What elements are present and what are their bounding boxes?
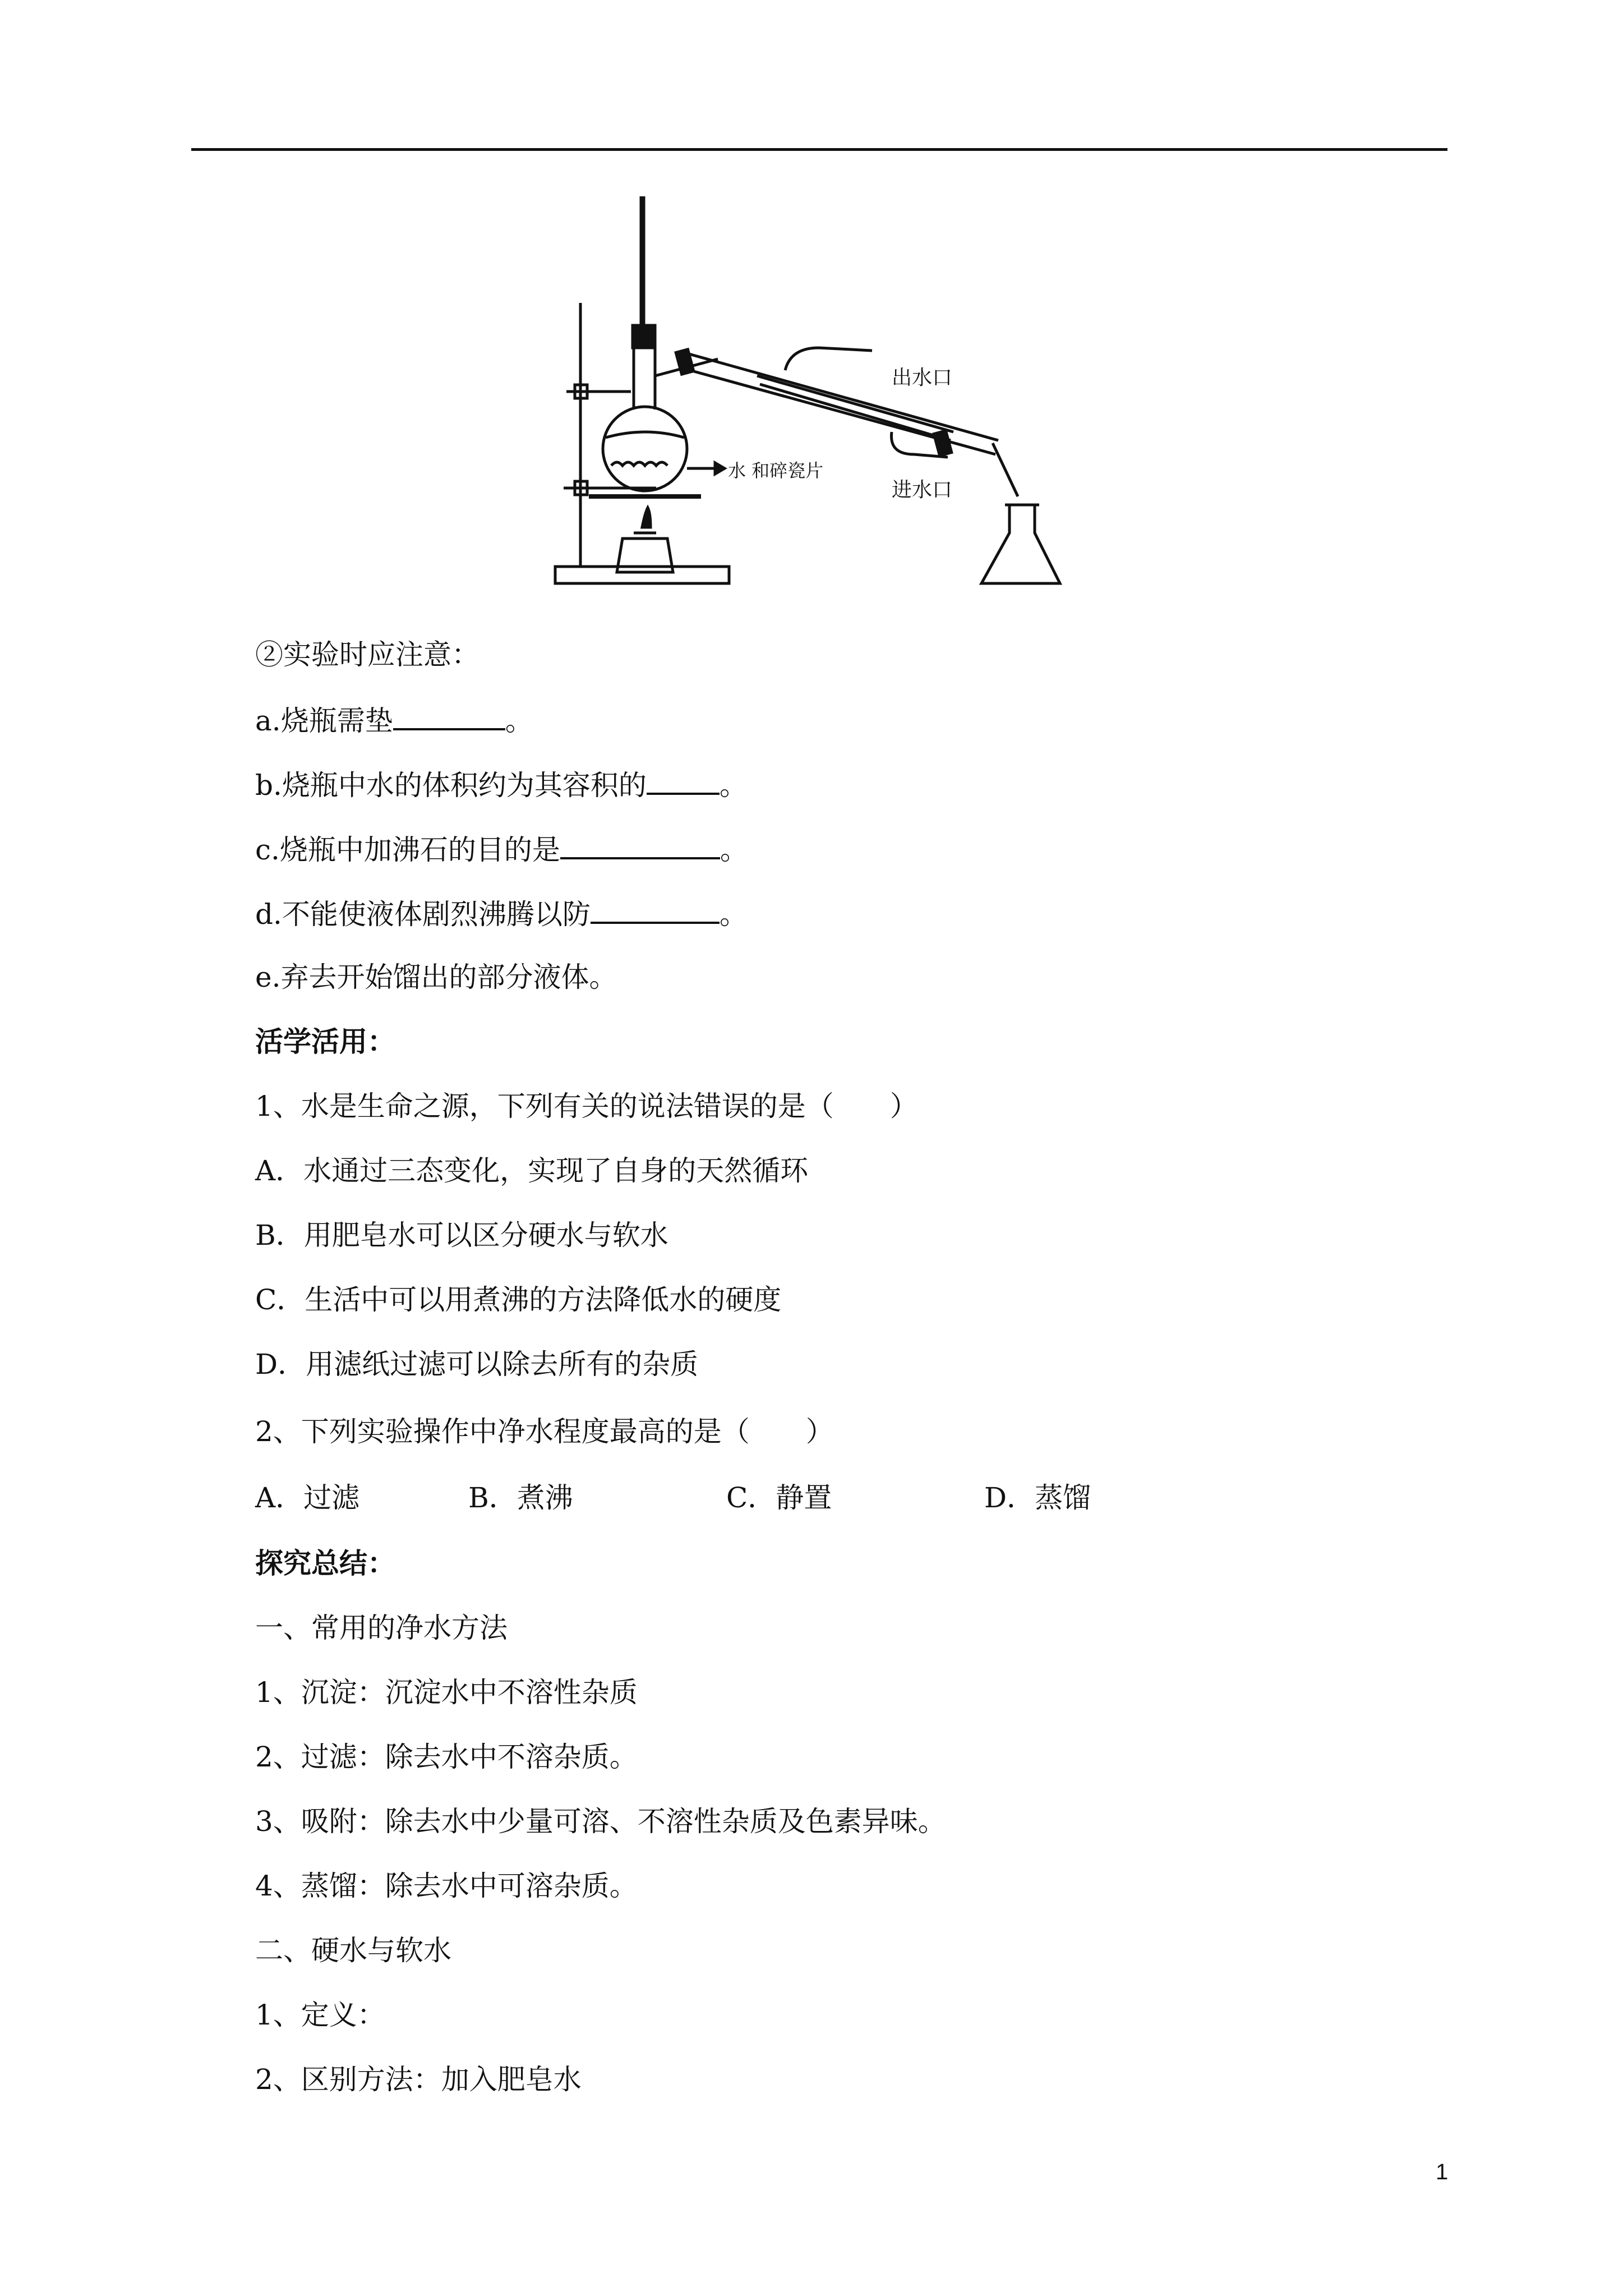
q2-options: [255, 1480, 1209, 1516]
note-c-end: 。: [720, 834, 748, 866]
note-b: [255, 766, 748, 803]
distilling-flask: [603, 407, 687, 491]
note-d: [255, 895, 748, 932]
notes-heading: ②实验时应注意：: [255, 638, 479, 671]
inlet-label: 进水口: [892, 478, 953, 501]
q2-option-a: A．过滤: [255, 1481, 360, 1514]
note-a-end: 。: [505, 705, 533, 737]
q2-option-b: B．煮沸: [468, 1481, 573, 1514]
note-c: [255, 830, 748, 868]
note-d-text: d.不能使液体剧烈沸腾以防: [255, 898, 591, 931]
page-number: 1: [1436, 2160, 1449, 2184]
note-c-blank[interactable]: [560, 830, 720, 859]
stand-base: [555, 567, 729, 583]
distillation-apparatus-figure: [550, 191, 1088, 595]
summary-item: 3、吸附：除去水中少量可溶、不溶性杂质及色素异味。: [255, 1805, 946, 1838]
question-2: 2、下列实验操作中净水程度最高的是（ ）: [255, 1415, 834, 1448]
note-e: e.弃去开始馏出的部分液体。: [255, 961, 617, 993]
note-a: [255, 701, 533, 739]
note-b-end: 。: [719, 769, 748, 802]
summary-section-1: 一、常用的净水方法: [255, 1612, 508, 1644]
note-d-blank[interactable]: [591, 895, 720, 924]
q1-option-a: A．水通过三态变化，实现了自身的天然循环: [255, 1154, 809, 1187]
q1-option-c: C．生活中可以用煮沸的方法降低水的硬度: [255, 1283, 782, 1316]
summary-section-2: 二、硬水与软水: [255, 1934, 451, 1967]
summary-item: 1、沉淀：沉淀水中不溶性杂质: [255, 1676, 638, 1709]
receiving-flask: [981, 505, 1060, 583]
summary-item: 1、定义：: [255, 1999, 385, 2031]
note-b-text: b.烧瓶中水的体积约为其容积的: [255, 769, 647, 802]
outlet-label: 出水口: [892, 366, 953, 389]
note-b-blank[interactable]: [647, 766, 720, 795]
summary-item: 2、区别方法：加入肥皂水: [255, 2063, 582, 2096]
summary-item: 4、蒸馏：除去水中可溶杂质。: [255, 1870, 638, 1902]
flask-label: 水 和碎瓷片: [728, 460, 824, 481]
note-a-blank[interactable]: [393, 701, 505, 730]
q2-option-c: C．静置: [726, 1481, 832, 1514]
practice-heading: 活学活用：: [255, 1025, 395, 1058]
question-1: 1、水是生命之源，下列有关的说法错误的是（ ）: [255, 1090, 918, 1122]
header-rule: [191, 148, 1447, 151]
note-c-text: c.烧瓶中加沸石的目的是: [255, 834, 560, 866]
q1-option-d: D．用滤纸过滤可以除去所有的杂质: [255, 1348, 699, 1381]
summary-heading: 探究总结：: [255, 1547, 395, 1580]
summary-item: 2、过滤：除去水中不溶杂质。: [255, 1741, 638, 1773]
q1-option-b: B．用肥皂水可以区分硬水与软水: [255, 1219, 668, 1251]
note-a-text: a.烧瓶需垫: [255, 705, 393, 737]
q2-option-d: D．蒸馏: [984, 1481, 1091, 1514]
note-d-end: 。: [719, 898, 748, 931]
